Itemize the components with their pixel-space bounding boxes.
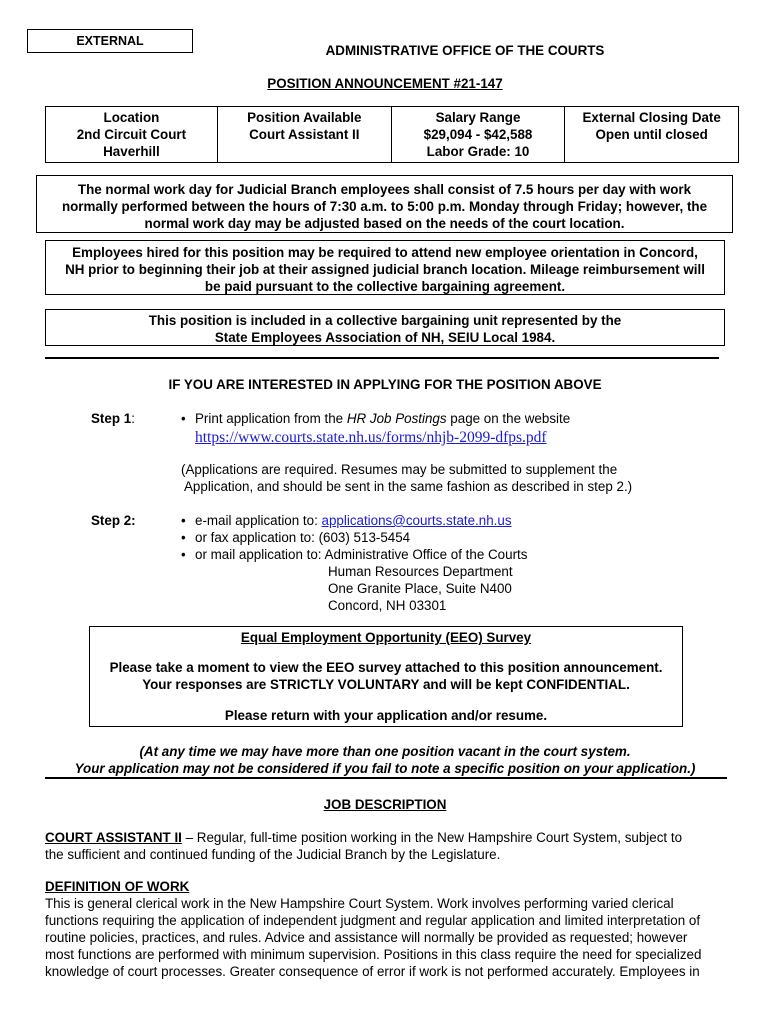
fax-bullet: • or fax application to: (603) 513-5454: [195, 530, 410, 545]
divider: [45, 357, 719, 359]
position-cell: [217, 107, 391, 163]
note-line: (Applications are required. Resumes may be submitted to supplement the: [181, 462, 618, 477]
step1-note: [181, 461, 632, 495]
court-assistant-text: – Regular, full-time position working in the New Hampshire Court System, subject to: [181, 830, 683, 845]
definition-line: This is general clerical work in the New Hampshire Court System. Work involves performing varied clerical: [45, 896, 674, 911]
mail-bullet: • or mail application to: Administrative Office of the Courts: [195, 547, 527, 562]
step1-bullet: [195, 411, 570, 426]
notice-line: This position is included in a collective bargaining unit represented by the: [148, 313, 622, 328]
salary-head: Salary Range: [435, 110, 521, 125]
email-bullet: [195, 513, 512, 528]
email-text: e-mail application to:: [195, 513, 322, 528]
definition-line: most functions are performed with minimum supervision. Positions in this class require the need for specialized: [45, 947, 702, 962]
notice-line: The normal work day for Judicial Branch employees shall consist of 7.5 hours per day with work: [77, 182, 692, 197]
notice-line: normal work day may be adjusted based on the needs of the court location.: [144, 216, 625, 231]
closing-date-cell: [565, 107, 739, 163]
step1-text: page on the website: [446, 411, 571, 426]
address-line: Concord, NH 03301: [328, 598, 447, 613]
eeo-title: Equal Employment Opportunity (EEO) Survey: [240, 630, 532, 645]
court-assistant-text: the sufficient and continued funding of the Judicial Branch by the Legislature.: [45, 847, 501, 862]
notice-line: Employees hired for this position may be required to attend new employee orientation in Concord,: [72, 245, 698, 260]
announcement-title: POSITION ANNOUNCEMENT #21-147: [267, 76, 503, 91]
vacancy-note: [40, 743, 730, 777]
job-description-heading: JOB DESCRIPTION: [323, 797, 447, 812]
location-line: 2nd Circuit Court: [76, 127, 187, 142]
location-line: Haverhill: [103, 144, 160, 159]
divider: [45, 777, 727, 779]
eeo-return: Please return with your application and/or resume.: [224, 708, 548, 723]
workday-notice: [36, 175, 733, 233]
orientation-notice: [45, 240, 725, 295]
notice-line: State Employees Association of NH, SEIU Local 1984.: [214, 330, 556, 345]
step1-colon: :: [131, 411, 135, 426]
closing-date-line: Open until closed: [595, 127, 708, 142]
position-line: Court Assistant II: [249, 127, 360, 142]
eeo-survey-box: [89, 626, 683, 727]
email-link[interactable]: applications@courts.state.nh.us: [321, 513, 512, 528]
external-tag: EXTERNAL: [27, 29, 193, 53]
eeo-line: Your responses are STRICTLY VOLUNTARY and will be kept CONFIDENTIAL.: [142, 677, 630, 692]
notice-line: normally performed between the hours of 7:30 a.m. to 5:00 p.m. Monday through Friday; however, the: [61, 199, 708, 214]
step1-label-text: Step 1: [91, 411, 132, 426]
salary-line: Labor Grade: 10: [426, 144, 530, 159]
location-head: Location: [103, 110, 160, 125]
definition-title: DEFINITION OF WORK: [45, 879, 190, 894]
eeo-line: Please take a moment to view the EEO survey attached to this position announcement.: [109, 660, 663, 675]
vacancy-line: (At any time we may have more than one position vacant in the court system.: [139, 744, 631, 759]
mail-address: [328, 563, 513, 614]
definition-line: routine policies, practices, and rules. Advice and assistance will normally be provided as requested; however: [45, 930, 688, 945]
salary-line: $29,094 - $42,588: [423, 127, 533, 142]
definition-paragraph: [45, 878, 745, 980]
salary-cell: [391, 107, 565, 163]
application-url-link[interactable]: https://www.courts.state.nh.us/forms/nhjb-2099-dfps.pdf: [195, 429, 547, 446]
apply-heading: IF YOU ARE INTERESTED IN APPLYING FOR THE POSITION ABOVE: [168, 377, 602, 392]
bargaining-notice: [45, 309, 725, 346]
notice-line: be paid pursuant to the collective bargaining agreement.: [204, 279, 566, 294]
hr-job-postings: HR Job Postings: [346, 411, 447, 426]
position-head: Position Available: [247, 110, 362, 125]
court-assistant-paragraph: [45, 829, 745, 863]
vacancy-line: Your application may not be considered if you fail to note a specific position on your application.): [74, 761, 696, 776]
office-title: ADMINISTRATIVE OFFICE OF THE COURTS: [325, 43, 605, 58]
location-cell: [46, 107, 218, 163]
notice-line: NH prior to beginning their job at their assigned judicial branch location. Mileage reimbursement will: [65, 262, 705, 277]
definition-line: functions requiring the application of independent judgment and regular application and limited interpretation of: [45, 913, 701, 928]
address-line: One Granite Place, Suite N400: [328, 581, 512, 596]
position-table: [45, 106, 739, 163]
step2-label: Step 2:: [91, 513, 136, 528]
closing-date-head: External Closing Date: [582, 110, 721, 125]
court-assistant-title: COURT ASSISTANT II: [45, 830, 182, 845]
note-line: Application, and should be sent in the same fashion as described in step 2.): [184, 479, 633, 494]
definition-line: knowledge of court processes. Greater consequence of error if work is not performed accurately. Employees in: [45, 964, 700, 979]
step1-label: [91, 411, 135, 426]
step1-text: Print application from the: [195, 411, 347, 426]
address-line: Human Resources Department: [328, 564, 513, 579]
